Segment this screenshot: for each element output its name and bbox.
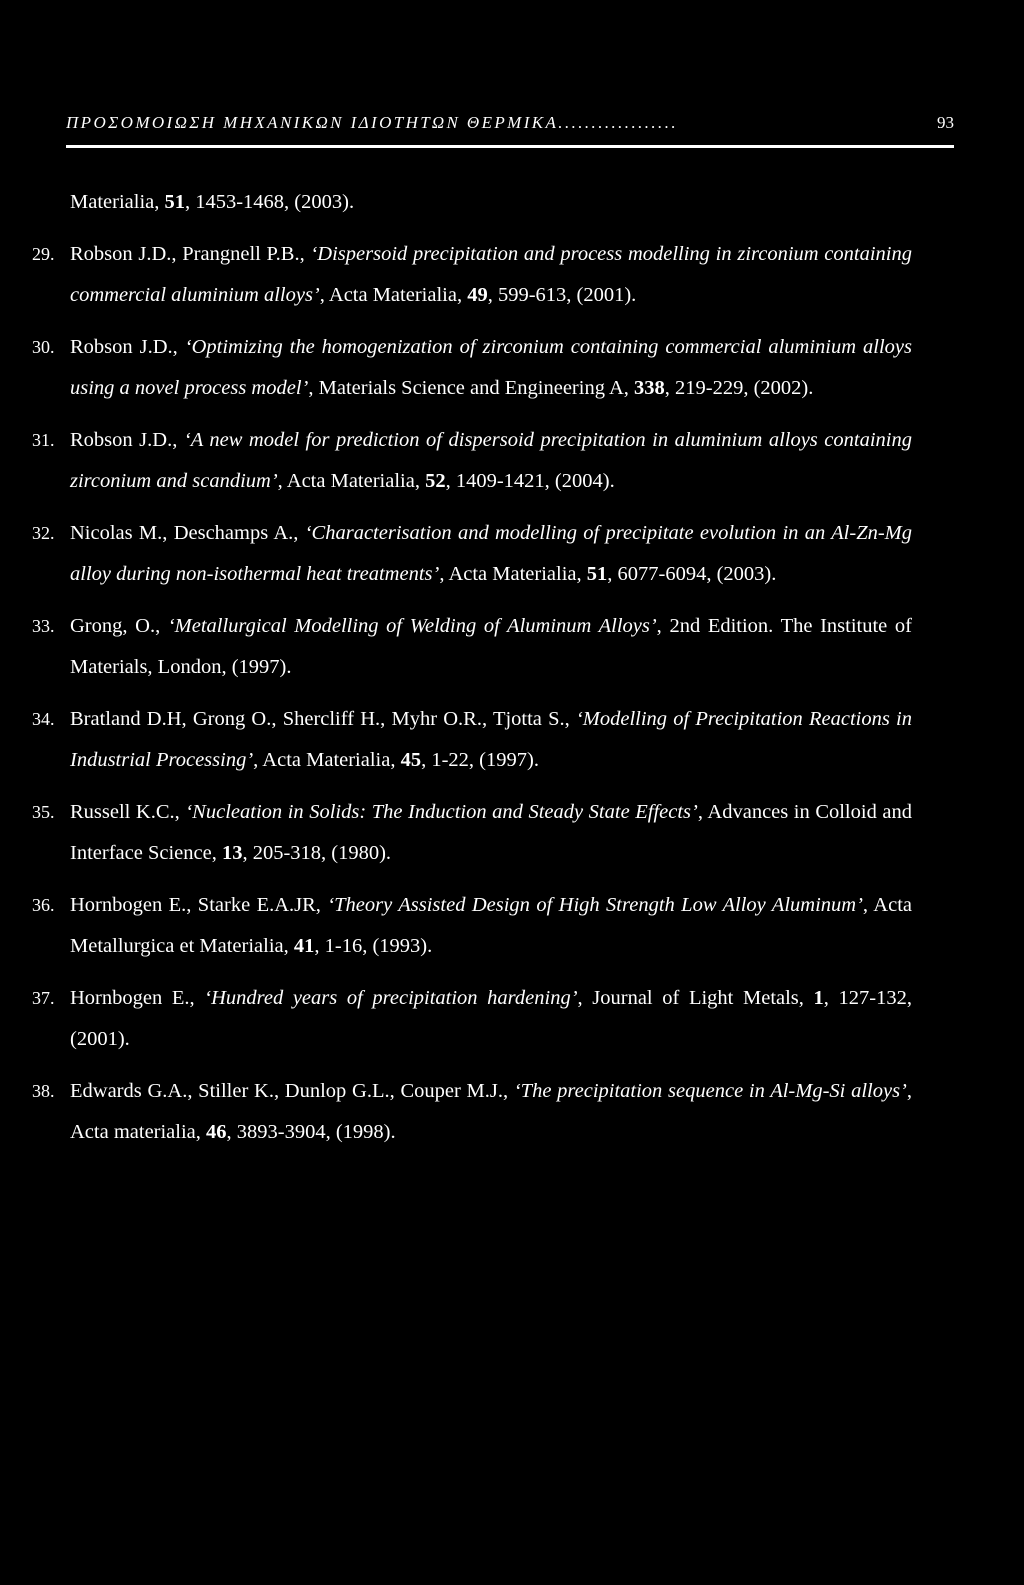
reference-36 <box>32 885 912 967</box>
reference-text: Grong, O., ‘Metallurgical Modelling of Welding of Aluminum Alloys’, 2nd Edition. The Institute of Materials, London, (1997). <box>70 615 912 678</box>
reference-32 <box>32 513 912 595</box>
reference-text: Hornbogen E., ‘Hundred years of precipitation hardening’, Journal of Light Metals, 1, 127-132, (2001). <box>70 987 912 1050</box>
reference-31 <box>32 420 912 502</box>
header-rule <box>66 145 954 148</box>
reference-number: 32. <box>32 523 55 543</box>
reference-35 <box>32 792 912 874</box>
reference-text: Robson J.D., ‘A new model for prediction of dispersoid precipitation in aluminium alloys containing zirconium and scandium’, Acta Materialia, 52, 1409-1421, (2004). <box>70 429 912 492</box>
reference-text: Russell K.C., ‘Nucleation in Solids: The Induction and Steady State Effects’, Advances in Colloid and Interface Science, 13, 205-318, (1980). <box>70 801 912 864</box>
reference-text: Robson J.D., ‘Optimizing the homogenization of zirconium containing commercial aluminium alloys using a novel process model’, Materials Science and Engineering A, 338, 219-229, (2002). <box>70 336 912 399</box>
reference-number: 37. <box>32 988 55 1008</box>
reference-37 <box>32 978 912 1060</box>
reference-number: 35. <box>32 802 55 822</box>
reference-34 <box>32 699 912 781</box>
reference-number: 31. <box>32 430 55 450</box>
reference-text: Hornbogen E., Starke E.A.JR, ‘Theory Assisted Design of High Strength Low Alloy Aluminum’, Acta Metallurgica et Materialia, 41, 1-16, (1993). <box>70 894 912 957</box>
reference-number: 30. <box>32 337 55 357</box>
reference-29 <box>32 234 912 316</box>
reference-33 <box>32 606 912 688</box>
reference-text: Robson J.D., Prangnell P.B., ‘Dispersoid precipitation and process modelling in zirconium containing commercial aluminium alloys’, Acta Materialia, 49, 599-613, (2001). <box>70 243 912 306</box>
reference-number: 34. <box>32 709 55 729</box>
header-title: ΠΡΟΣΟΜΟΙΩΣΗ ΜΗΧΑΝΙΚΩΝ ΙΔΙΟΤΗΤΩΝ ΘΕΡΜΙΚΑ.................. <box>66 113 678 132</box>
reference-text: Edwards G.A., Stiller K., Dunlop G.L., Couper M.J., ‘The precipitation sequence in Al-Mg-Si alloys’, Acta materialia, 46, 3893-3904, (1998). <box>70 1080 912 1143</box>
reference-continuation: Materialia, 51, 1453-1468, (2003). <box>70 191 355 213</box>
reference-list <box>32 182 912 1164</box>
reference-text: Nicolas M., Deschamps A., ‘Characterisation and modelling of precipitate evolution in an Al-Zn-Mg alloy during non-isothermal heat treatments’, Acta Materialia, 51, 6077-6094, (2003). <box>70 522 912 585</box>
reference-number: 36. <box>32 895 55 915</box>
reference-number: 33. <box>32 616 55 636</box>
reference-38 <box>32 1071 912 1153</box>
reference-number: 29. <box>32 244 55 264</box>
page-number: 93 <box>937 113 954 132</box>
reference-text: Bratland D.H, Grong O., Shercliff H., Myhr O.R., Tjotta S., ‘Modelling of Precipitation Reactions in Industrial Processing’, Acta Materialia, 45, 1-22, (1997). <box>70 708 912 771</box>
running-header <box>66 113 954 149</box>
reference-30 <box>32 327 912 409</box>
reference-number: 38. <box>32 1081 55 1101</box>
